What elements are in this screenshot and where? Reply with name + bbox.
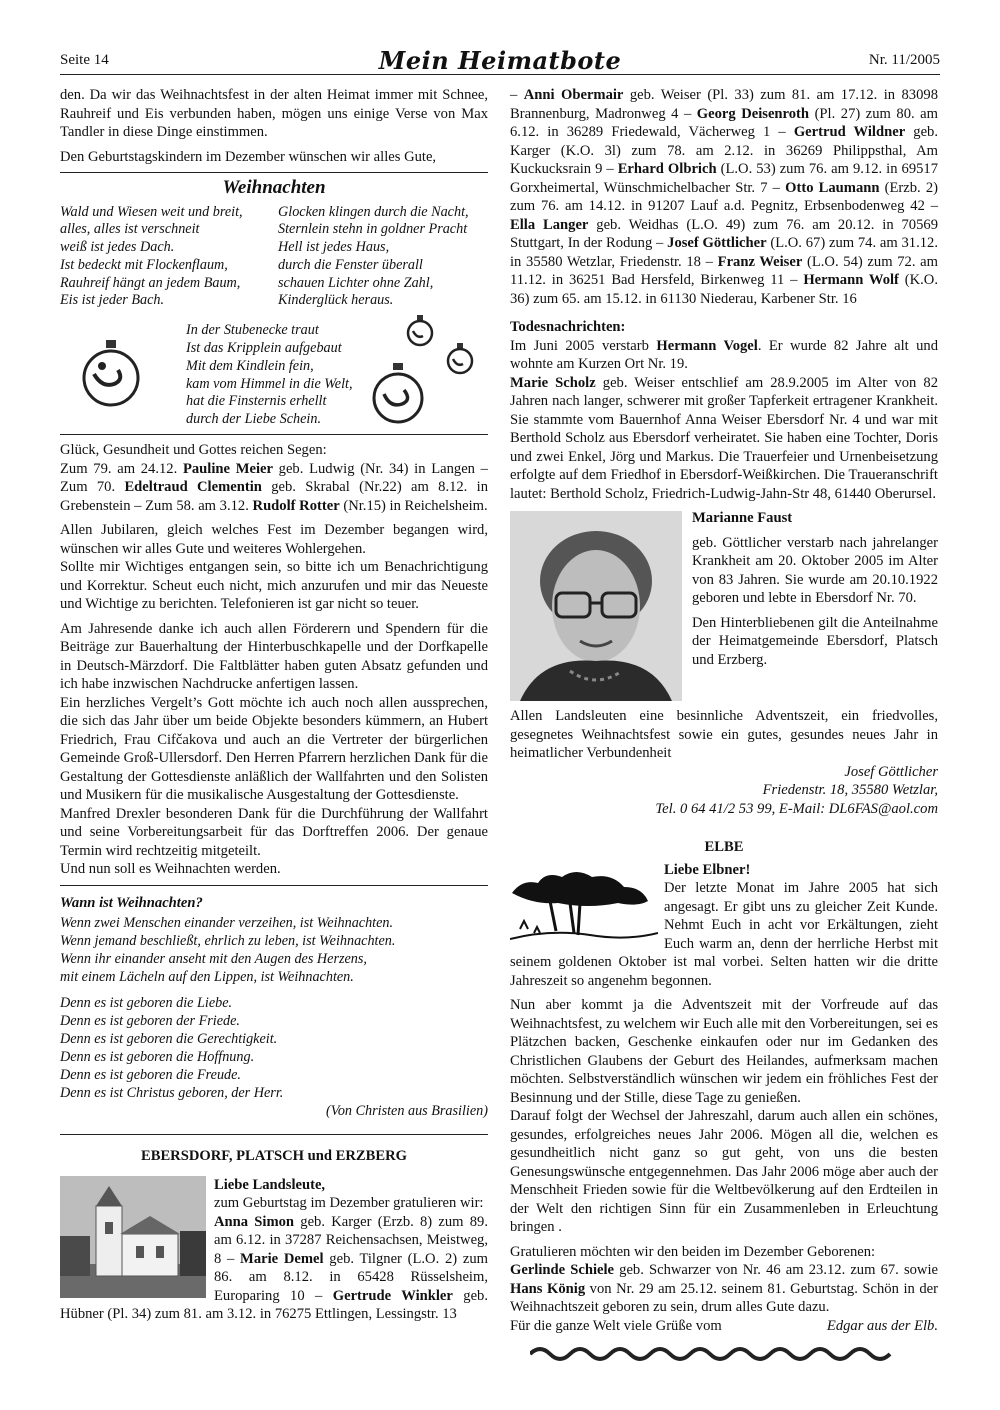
paragraph: Nun aber kommt ja die Adventszeit mit der Vorfreude auf das Weihnachtsfest, zu welchem wir Euch alle mit den Vorbereitungen, sei es Plätzchen backen, Geschenke einkaufen oder nur im Gedanken des Christlichen Glaubens der Geburt des Heilandes, aufmerksam machen möchten. Selbstverständlich wünschen wir jedem ein fröhliches Fest der Besinnung und der Stille, diese Tage zu genießen. [510, 997, 938, 1106]
closing-signature: Edgar aus der Elb. [826, 1317, 938, 1334]
divider [60, 1134, 488, 1135]
poem-title: Weihnachten [222, 177, 326, 198]
birthday-list-continued: – Anni Obermair geb. Weiser (Pl. 33) zum 81. am 17.12. in 83098 Brannenburg, Madronweg 4 – Georg Deisenroth (Pl. 27) zum 80. am 6.12. in 36289 Friedewald, Vächerweg 1 – Gertrud Wildner geb. Karger (K.O. 3l) zum 78. am 2.12. in 36269 Philippsthal, Am Kuckucksrain 9 – Erhard Olbrich (L.O. 53) zum 76. am 9.12. in 69517 Gorxheimertal, Wünschmichelbacher Str. 7 – Otto Laumann (Erzb. 2) zum 76. am 14.12. in 91207 Lauf a.d. Pegnitz, Erbsenbodenweg 42 – Ella Langer geb. Weidhas (L.O. 49) zum 76. am 20.12. in 70569 Stuttgart, In der Rodung – Josef Göttlicher (L.O. 67) zum 74. am 31.12. in 35580 Wetzlar, Friedenstr. 18 – Franz Weiser (L.O. 54) zum 72. am 11.12. in 36251 Bad Hersfeld, Birkenweg 11 – Hermann Wolf (K.O. 36) zum 65. am 15.12. in 61130 Niederau, Karbener Str. 16 [510, 87, 939, 307]
greeting-heading: Liebe Landsleute, [214, 1176, 326, 1193]
page-number: Seite 14 [60, 52, 109, 68]
birthday-intro: Den Geburtstagskindern im Dezember wünschen wir alles Gute, [60, 148, 437, 165]
portrait-photo [510, 511, 682, 701]
right-column [510, 86, 938, 1369]
closing-line: Für die ganze Welt viele Grüße vom Edgar aus der Elb. [510, 1317, 938, 1334]
section-title: EBERSDORF, PLATSCH und ERZBERG [140, 1148, 407, 1165]
obituary: Marie Scholz geb. Weiser entschlief am 28.9.2005 im Alter von 82 Jahren nach langer, schwerer mit großer Tapferkeit ertragener Krankheit. Sie stammte vom Bauernhof Anna Weiser Ebersdorf Nr. 4 und war mit Berthold Scholz aus Ebersdorf verheiratet. Sie haben eine Tochter, Doris und zwei Enkel, Jörg und Markus. Die Trauerfeier und Urnenbeisetzung erfolgte auf dem Friedhof in Ebersdorf-Weißkirchen. Die Traueranschrift lautet: Berthold Scholz, Friedrich-Ludwig-Jahn-Str 48, 61440 Oberursel. [510, 374, 938, 502]
ornament-icon [80, 338, 142, 410]
signature-contact: Tel. 0 64 41/2 53 99, E-Mail: DL6FAS@aol.com [655, 800, 938, 817]
poem-right-stanza: Glocken klingen durch die Nacht, Sternlein stehn in goldner Pracht Hell ist jedes Haus, durch die Fenster überall schauen Lichter ohne Zahl, Kinderglück heraus. [278, 203, 469, 309]
intro-paragraph: den. Da wir das Weihnachtsfest in der alten Heimat immer mit Schnee, Rauhreif und Eis verbunden haben, mögen uns einige Verse von Max Tandler in diese Dinge einstimmen. [60, 87, 488, 140]
masthead-title: Mein Heimatbote [378, 46, 622, 75]
paragraph: Ein herzliches Vergelt’s Gott möchte ich auch noch allen aussprechen, die sich das Jahr über um beide Objekte besonders kümmern, an Hubert Friedrich, Frau Cifčakova und auch an die Vertreter der bürgerlichen Gemeinde Groß-Ullersdorf. Den Herren Pfarrern herzlichen Dank für die Gestaltung der Gottesdienste anläßlich der Wallfahrten und den Solisten und Musikern für die musikalische Ausgestaltung der Gottesdienste. [60, 694, 488, 804]
ornament-icon [405, 314, 435, 348]
section-title: ELBE [704, 839, 744, 855]
paragraph: Allen Jubilaren, gleich welches Fest im Dezember begangen wird, wünschen wir alles Gute und weiteres Wohlergehen. [60, 522, 488, 557]
birthday-list: Anna Simon geb. Karger (Erzb. 8) zum 89. am 6.12. in 37287 Reichensachsen, Meistweg, 8 – Marie Demel geb. Tilgner (L.O. 2) zum 86. am 8.12. in 65428 Rüsselsheim, Europaring 10 – Gertrude Winkler geb. Hübner (Pl. 34) zum 81. am 3.12. in 76275 Ettlingen, Lessingstr. 13 [60, 1213, 488, 1323]
poem-center-text: In der Stubenecke traut Ist das Kripplein aufgebaut Mit dem Kindlein fein, kam vom Himmel in die Welt, hat die Finsternis erhellt durch der Liebe Schein. [186, 322, 353, 428]
obituary-name: Marianne Faust [692, 510, 793, 526]
jubilee-list: Zum 79. am 24.12. Pauline Meier geb. Ludwig (Nr. 34) in Langen – Zum 70. Edeltraud Clementin geb. Skrabal (Nr.22) am 8.12. in Grebenstein – Zum 58. am 3.12. Rudolf Rotter (Nr.15) in Reichelsheim. [60, 460, 488, 514]
wann-title: Wann ist Weihnachten? [60, 894, 203, 911]
signature-address: Friedenstr. 18, 35580 Wetzlar, [762, 782, 938, 798]
header-rule [60, 74, 940, 75]
divider [60, 434, 488, 435]
paragraph: Und nun soll es Weihnachten werden. [60, 861, 281, 878]
greeting-intro: zum Geburtstag im Dezember gratulieren wir: [214, 1195, 484, 1212]
obituary-heading: Todesnachrichten: [510, 319, 626, 335]
left-column [60, 86, 488, 1330]
issue-number: Nr. 11/2005 [868, 52, 940, 68]
paragraph: Gratulieren möchten wir den beiden im Dezember Geborenen: [510, 1243, 876, 1260]
elbe-greeting: Liebe Elbner! [664, 861, 751, 878]
obituary-text: Den Hinterbliebenen gilt die Anteilnahme der Heimatgemeinde Ebersdorf, Platsch und Erzberg. [692, 614, 938, 668]
church-photo [60, 1176, 206, 1298]
obituary: Im Juni 2005 verstarb Hermann Vogel. Er wurde 82 Jahre alt und wohnte am Kurzen Ort Nr. 19. [510, 337, 939, 372]
paragraph: Manfred Drexler besonderen Dank für die Durchführung der Wallfahrt und seine Vorbereitungsarbeit für das Dorftreffen 2006. Der genaue Termin wird rechtzeitig mitgeteilt. [60, 805, 488, 859]
ornament-icon [370, 362, 426, 426]
signature-name: Josef Göttlicher [844, 763, 938, 780]
ornament-icon [445, 342, 475, 376]
poem-left-stanza: Wald und Wiesen weit und breit, alles, alles ist verschneit weiß ist jedes Dach. Ist bedeckt mit Flockenflaum, Rauhreif hängt an jedem Baum, Eis ist jeder Bach. [60, 203, 243, 309]
page-header [60, 46, 940, 76]
obituary-text: geb. Göttlicher verstarb nach jahrelanger Krankheit am 20. Oktober 2005 im Alter von 83 Jahren. Sie wurde am 20.10.1922 geboren und lebte in Ebersdorf Nr. 70. [692, 534, 938, 606]
poem-center-stanza [60, 322, 488, 428]
paragraph: Am Jahresende danke ich auch allen Förderern und Spendern für die Beiträge zur Bauerhaltung der Hinterbuschkapelle und der Dorfkapelle in Deutsch-Märzdorf. Die Faltblätter haben guten Absatz gefunden und ich habe inzwischen Nachdrucke anfertigen lassen. [60, 620, 488, 693]
decorative-border [530, 1345, 900, 1363]
paragraph: Der letzte Monat im Jahre 2005 hat sich angesagt. Er gibt uns zu gleicher Zeit Kunde. Nehmt Euch in acht vor Erkältungen, zieht Euch warm an, denn der herrliche Herbst mit seinem goldenen Oktober ist mal vorbei. Selten hatten wir die dritte Jahreszeit so angenehm begonnen. [510, 880, 938, 989]
divider [60, 172, 488, 173]
birthday-list: Gerlinde Schiele geb. Schwarzer von Nr. 46 am 23.12. zum 67. sowie Hans König von Nr. 29 am 25.12. seinem 81. Geburtstag. Schön in der Weihnachtszeit geboren zu sein, drum alles Gute dazu. [510, 1262, 938, 1315]
divider [60, 885, 488, 886]
season-greeting: Allen Landsleuten eine besinnliche Adventszeit, ein friedvolles, gesegnetes Weihnachtsfest sowie ein gutes, gesundes neues Jahr in heimatlicher Verbundenheit [510, 708, 938, 761]
paragraph: Sollte mir Wichtiges entgangen sein, so bitte ich um Benachrichtigung und Korrektur. Scheut euch nicht, mich anzurufen und mir das Neueste und Wichtige zu berichten. Telefonieren ist gar nicht so teuer. [60, 559, 488, 613]
paragraph: Darauf folgt der Wechsel der Jahreszahl, darum auch allen ein schönes, gesundes, erfolgreiches neues Jahr 2006. Mögen all die, welchen es gesundheitlich nicht ganz so gut geht, von uns die besten Genesungswünsche entgegennehmen. Das Jahr 2006 möge aber auch der Menschheit Frieden sowie für die Weltbevölkerung auf den Erdteilen in der Welt den richtigen Sinn für ein Zusammenleben in Erleuchtung bringen . [510, 1108, 938, 1235]
verse-source: (Von Christen aus Brasilien) [326, 1103, 488, 1120]
landscape-illustration [510, 863, 658, 945]
wann-verse: Wenn zwei Menschen einander verzeihen, ist Weihnachten. Wenn jemand beschließt, ehrlich zu leben, ist Weihnachten. Wenn ihr einander anseht mit den Augen des Herzens, mit einem Lächeln auf den Lippen, ist Weihnachten. Denn es ist geboren die Liebe. Denn es ist geboren der Friede. Denn es ist geboren die Gerechtigkeit. Denn es ist geboren die Hoffnung. Denn es ist geboren die Freude. Denn es ist Christus geboren, der Herr. (Von Christen aus Brasilien) [60, 915, 488, 1120]
greeting-line: Glück, Gesundheit und Gottes reichen Segen: [60, 442, 327, 459]
poem-stanzas [60, 204, 488, 311]
